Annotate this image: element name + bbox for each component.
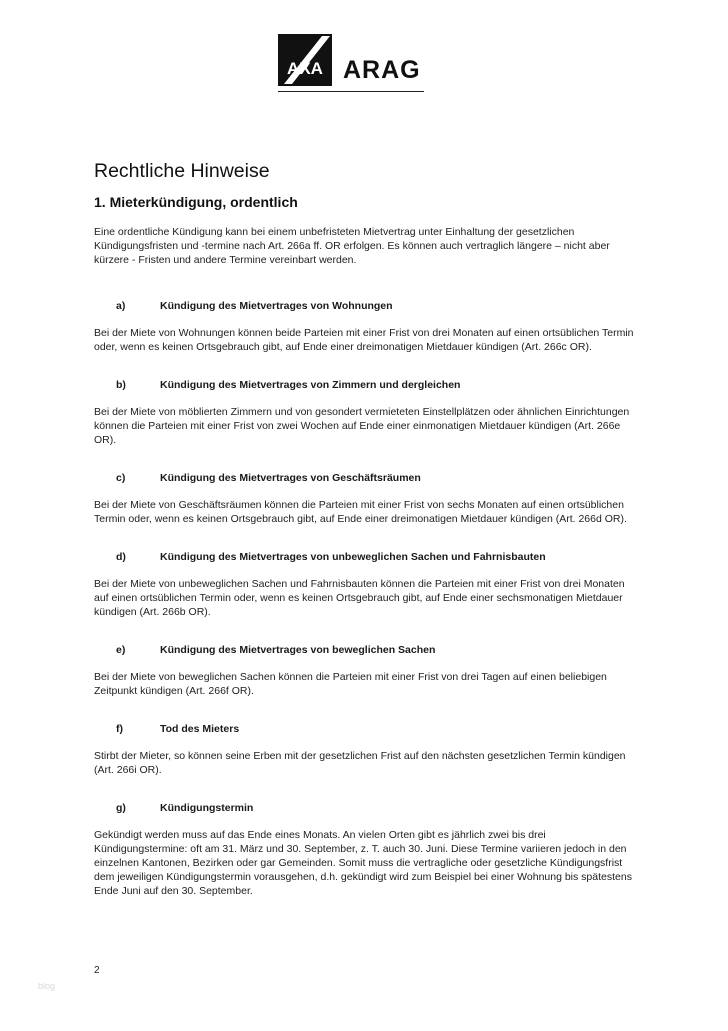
axa-logo-text: AXA <box>287 59 323 78</box>
subsection-letter: e) <box>116 644 126 656</box>
subsection-title: Tod des Mieters <box>160 723 240 735</box>
document-body <box>94 160 639 923</box>
subsection-heading <box>94 379 639 391</box>
subsection-text: Bei der Miete von Geschäftsräumen können die Parteien mit einer Frist von sechs Monaten auf einen ortsüblichen Termin oder, wenn es keinen Ortsgebrauch gibt, auf Ende einer dreimonatigen Mietdauer kündigen (Art. 266d OR). <box>94 499 627 525</box>
subsection-heading <box>94 644 639 656</box>
logo-divider <box>278 91 424 92</box>
subsection-text: Bei der Miete von möblierten Zimmern und von gesondert vermieteten Einstellplätzen oder ähnlichen Einrichtungen können die Parteien mit einer Frist von zwei Wochen auf Ende einer einmonatigen Mietdauer kündigen (Art. 266e OR). <box>94 406 630 446</box>
subsection-title: Kündigungstermin <box>160 802 254 814</box>
arag-logo-text: ARAG <box>343 56 421 84</box>
subsection-text: Bei der Miete von Wohnungen können beide Parteien mit einer Frist von drei Monaten auf einen ortsüblichen Termin oder, wenn es keinen Ortsgebrauch gibt, auf Ende einer dreimonatigen Mietdauer kündigen (Art. 266c OR). <box>94 327 634 353</box>
subsection-letter: b) <box>116 379 126 391</box>
subsection-title: Kündigung des Mietvertrages von Geschäftsräumen <box>160 472 421 484</box>
page-title: Rechtliche Hinweise <box>94 160 270 182</box>
subsection-heading <box>94 723 639 735</box>
subsection-text: Stirbt der Mieter, so können seine Erben mit der gesetzlichen Frist auf den nächsten gesetzlichen Termin kündigen (Art. 266i OR). <box>94 750 626 776</box>
subsection-text: Bei der Miete von beweglichen Sachen können die Parteien mit einer Frist von drei Tagen auf einen beliebigen Zeitpunkt kündigen (Art. 266f OR). <box>94 671 607 697</box>
subsection-title: Kündigung des Mietvertrages von Zimmern und dergleichen <box>160 379 461 391</box>
page-number: 2 <box>94 965 100 976</box>
subsection-letter: c) <box>116 472 126 484</box>
intro-paragraph: Eine ordentliche Kündigung kann bei einem unbefristeten Mietvertrag unter Einhaltung der gesetzlichen Kündigungsfristen und -termine nach Art. 266a ff. OR erfolgen. Es können auch vertraglich längere – nicht aber kürzere - Fristen und andere Termine vereinbart werden. <box>94 226 610 266</box>
subsection-text: Bei der Miete von unbeweglichen Sachen und Fahrnisbauten können die Parteien mit einer Frist von drei Monaten auf einen ortsüblichen Termin oder, wenn es keinen Ortsgebrauch gibt, auf Ende einer sechsmonatigen Mietdauer kündigen (Art. 266b OR). <box>94 578 625 618</box>
subsection-letter: a) <box>116 300 126 312</box>
subsection-b <box>94 379 639 447</box>
subsection-title: Kündigung des Mietvertrages von unbeweglichen Sachen und Fahrnisbauten <box>160 551 546 563</box>
subsection-text: Gekündigt werden muss auf das Ende eines Monats. An vielen Orten gibt es jährlich zwei bis drei Kündigungstermine: oft am 31. März und 30. September, z. T. auch 30. Juni. Diese Termine variieren jedoch in den einzelnen Kantonen, Bezirken oder gar Gemeinden. Somit muss die vertragliche oder gesetzliche Kündigungsfrist dem jeweiligen Kündigungstermin vorausgehen, d.h. gekündigt wird zum Beispiel bei einer Wohnung bis spätestens Ende Juni auf den 30. September. <box>94 829 632 897</box>
subsection-letter: d) <box>116 551 126 563</box>
subsection-f <box>94 723 639 777</box>
subsection-e <box>94 644 639 698</box>
subsection-heading <box>94 551 639 563</box>
subsection-c <box>94 472 639 526</box>
subsection-title: Kündigung des Mietvertrages von Wohnungen <box>160 300 393 312</box>
subsection-d <box>94 551 639 619</box>
subsection-heading <box>94 802 639 814</box>
subsection-title: Kündigung des Mietvertrages von beweglichen Sachen <box>160 644 436 656</box>
subsection-g <box>94 802 639 898</box>
subsection-letter: f) <box>116 723 123 735</box>
subsection-heading <box>94 472 639 484</box>
subsection-letter: g) <box>116 802 126 814</box>
subsection-heading <box>94 300 639 312</box>
watermark: blog <box>38 981 56 991</box>
section-heading: 1. Mieterkündigung, ordentlich <box>94 194 298 210</box>
subsection-a <box>94 300 639 354</box>
